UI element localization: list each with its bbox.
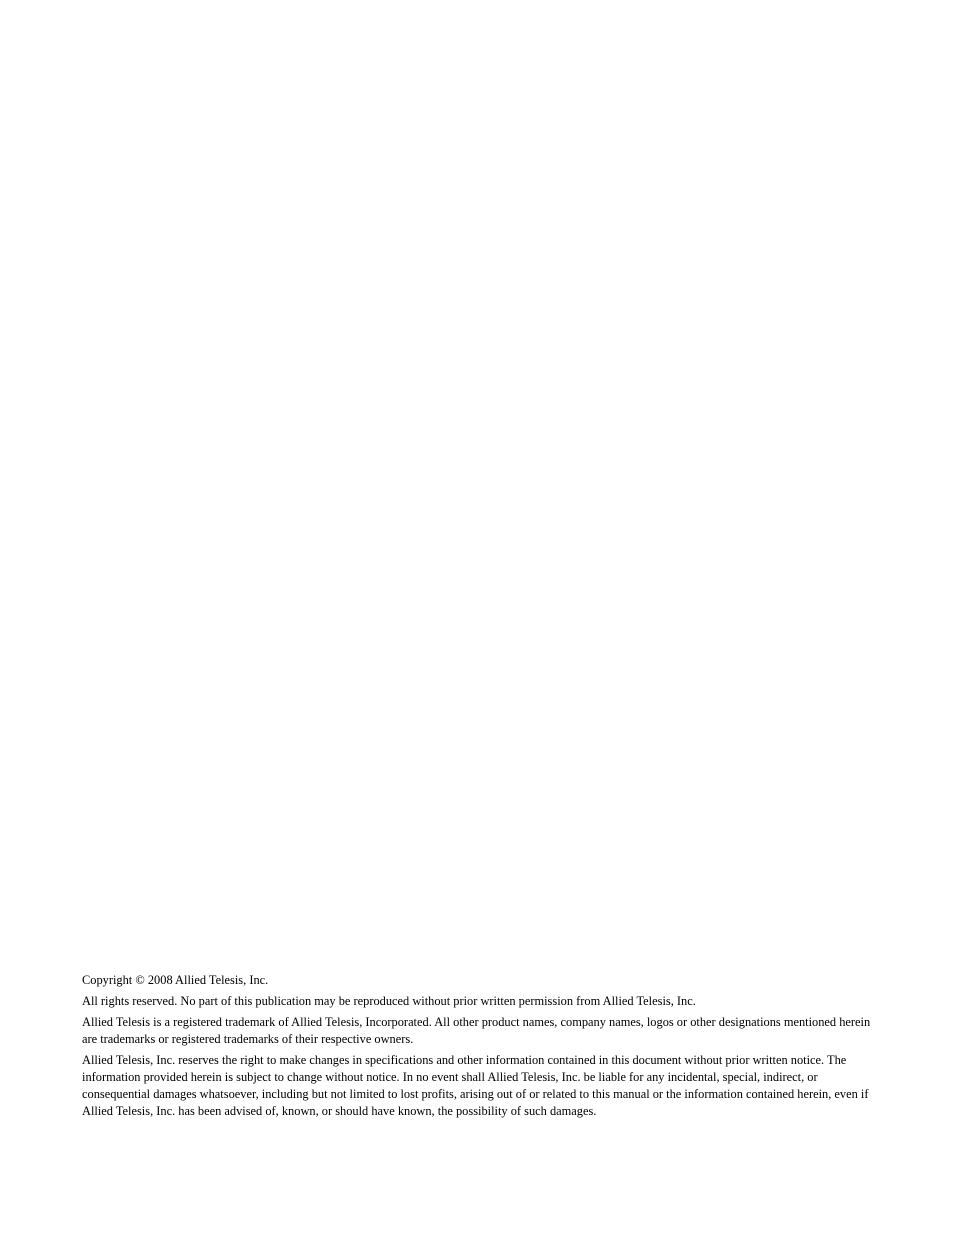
copyright-notice: Copyright © 2008 Allied Telesis, Inc. — [82, 973, 269, 987]
trademark-notice: Allied Telesis is a registered trademark of Allied Telesis, Incorporated. All other product names, company names, logos or other designations mentioned herein are trademarks or registered trademarks of their respective owners. — [82, 1015, 871, 1046]
rights-reserved-notice: All rights reserved. No part of this publication may be reproduced without prior written permission from Allied Telesis, Inc. — [82, 994, 696, 1008]
disclaimer-notice: Allied Telesis, Inc. reserves the right to make changes in specifications and other information contained in this document without prior written notice. The information provided herein is subject to change without notice. In no event shall Allied Telesis, Inc. be liable for any incidental, special, indirect, or consequential damages whatsoever, including but not limited to lost profits, arising out of or related to this manual or the information contained herein, even if Allied Telesis, Inc. has been advised of, known, or should have known, the possibility of such damages. — [82, 1053, 869, 1118]
legal-notice — [82, 972, 872, 1124]
